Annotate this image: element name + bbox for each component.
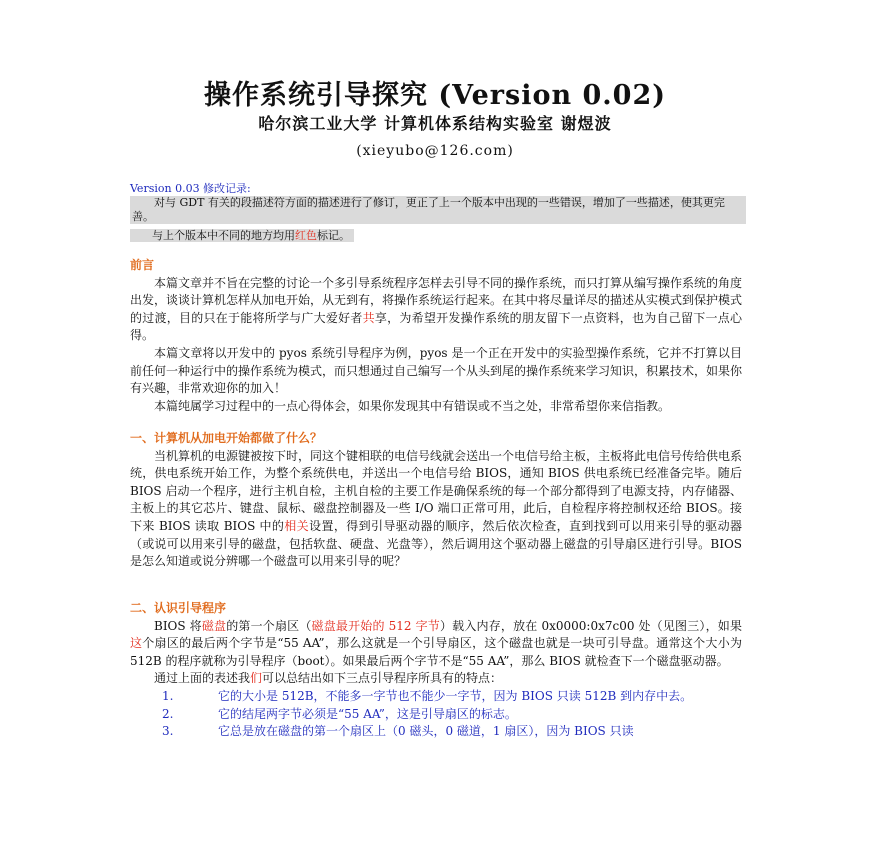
changelog-note-text: 与上个版本中不同的地方均用 [152, 229, 295, 242]
text-run: 当机算机的电源键被按下时，同这个键相联的电信号线就会送出一个电信号给主板，主板将此电信号传给供电系统，供电系统开始工作，为整个系统供电，并送出一个电信号给 BIOS，通知 BIOS 供电系统已经准备完毕。随后 BIOS 启动一个程序，进行主机自检，主机自检的主要工作是确保系统的每一个部分都得到了电源支持，内存储器、主板上的其它芯片、键盘、鼠标、磁盘控制器及一些 I/O 端口正常可用，此后，自检程序将控制权还给 BIOS。接下来 BIOS 读取 BIOS 中的 [130, 448, 743, 533]
document-title: 操作系统引导探究 (Version 0.02) [203, 80, 667, 111]
section-2-paragraph-2 [130, 670, 742, 688]
highlight-red: 相关 [284, 518, 310, 533]
author-email: (xieyubo@126.com) [356, 143, 514, 159]
highlight-red: 磁盘最开始的 512 字节 [311, 618, 440, 633]
text-run: BIOS 将 [154, 618, 202, 633]
section-2-paragraph-1 [130, 618, 742, 671]
highlight-red: 磁盘 [201, 618, 227, 633]
section-1-paragraph [130, 448, 742, 571]
document-subtitle: 哈尔滨工业大学 计算机体系结构实验室 谢煜波 [258, 114, 612, 133]
text-run: 个扇区的最后两个字节是“55 AA”，那么这就是一个引导扇区，这个磁盘也就是一块可引导盘。通常这个大小为 512B 的程序就称为引导程序（boot）。如果最后两个字节不是“55 AA”，那么 BIOS 就检查下一个磁盘驱动器。 [130, 636, 742, 668]
list-text: 它总是放在磁盘的第一个扇区上（0 磁头，0 磁道，1 扇区），因为 BIOS 只读 [218, 724, 634, 739]
list-number: 3. [162, 724, 174, 739]
preface-paragraph-1 [130, 275, 742, 345]
section-1-heading: 一、计算机从加电开始都做了什么？ [130, 431, 323, 445]
list-number: 1. [162, 688, 174, 703]
preface-heading: 前言 [130, 258, 155, 272]
list-text: 它的结尾两字节必须是“55 AA”，这是引导扇区的标志。 [218, 706, 517, 721]
changelog-note-end: 标记。 [317, 229, 350, 242]
section-2-heading: 二、认识引导程序 [130, 601, 227, 615]
section-2 [130, 600, 742, 741]
highlight-red: 们 [250, 671, 263, 686]
section-1 [130, 430, 742, 571]
text-run: ）载入内存，放在 0x0000:0x7c00 处（见图三），如果 [439, 618, 742, 633]
preface-section [130, 257, 742, 415]
list-number: 2. [162, 706, 174, 721]
highlight-red: 这 [130, 636, 143, 651]
changelog-note-red: 红色 [295, 229, 317, 242]
preface-paragraph-3: 本篇纯属学习过程中的一点心得体会，如果你发现其中有错误或不当之处，非常希望你来信指教。 [154, 398, 671, 413]
changelog-body [130, 196, 746, 224]
highlight-red: 共 [362, 310, 375, 325]
changelog-line: 对与 GDT 有关的段描述符方面的描述进行了修订，更正了上一个版本中出现的一些错误，增加了一些描述，使其更完善。 [132, 196, 725, 223]
text-run: 可以总结出如下三点引导程序所具有的特点： [262, 671, 503, 686]
text-run: 享，为希望开发操作系统的朋友留下一点资料，也为自己留下一点心得。 [130, 310, 742, 343]
list-item [130, 723, 742, 741]
list-text: 它的大小是 512B，不能多一字节也不能少一字节，因为 BIOS 只读 512B 到内存中去。 [218, 688, 693, 703]
text-run: 设置，得到引导驱动器的顺序，然后依次检查，直到找到可以用来引导的驱动器（或说可以用来引导的磁盘，包括软盘、硬盘、光盘等），然后调用这个驱动器上磁盘的引导扇区进行引导。BIOS 是怎么知道或说分辨哪一个磁盘可以用来引导的呢？ [130, 518, 742, 569]
text-run: 通过上面的表述我 [154, 671, 251, 686]
list-item [130, 688, 742, 706]
text-run: 本篇文章并不旨在完整的讨论一个多引导系统程序怎样去引导不同的操作系统，而只打算从编写操作系统的角度出发，谈谈计算机怎样从加电开始，从无到有，将操作系统运行起来。在其中将尽量详尽的描述从实模式到保护模式的过渡，目的只在于能将所学与广大爱好者 [130, 275, 743, 325]
changelog-note [130, 229, 742, 243]
text-run: 的第一个扇区（ [226, 618, 312, 633]
boot-features-list [130, 688, 742, 741]
preface-paragraph-2: 本篇文章将以开发中的 pyos 系统引导程序为例，pyos 是一个正在开发中的实验型操作系统，它并不打算以目前任何一种运行中的操作系统为模式，而只想通过自己编写一个从头到尾的操作系统来学习知识，积累技术，如果你有兴趣，非常欢迎你的加入！ [130, 345, 743, 396]
changelog-heading: Version 0.03 修改记录: [130, 182, 251, 195]
list-item [130, 706, 742, 724]
